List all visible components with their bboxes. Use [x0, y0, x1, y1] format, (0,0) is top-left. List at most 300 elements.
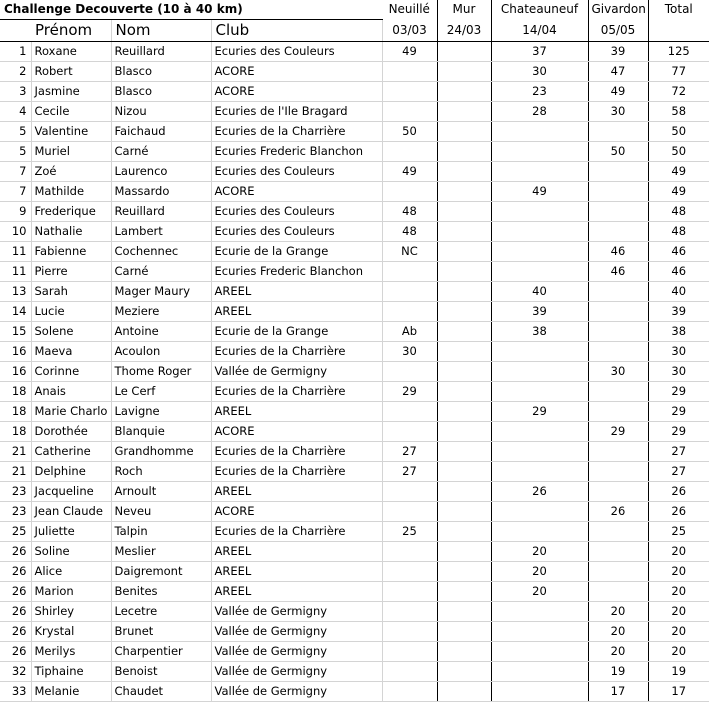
nom-cell[interactable]: Acoulon [111, 342, 211, 362]
club-cell[interactable]: AREEL [211, 542, 382, 562]
prenom-cell[interactable]: Solene [31, 322, 111, 342]
total-cell[interactable]: 26 [648, 482, 709, 502]
prenom-cell[interactable]: Soline [31, 542, 111, 562]
score-cell-mur[interactable] [437, 282, 491, 302]
score-cell-givardon[interactable]: 39 [588, 42, 648, 62]
score-cell-neuille[interactable] [382, 622, 437, 642]
rank-cell[interactable]: 13 [0, 282, 31, 302]
score-cell-neuille[interactable] [382, 602, 437, 622]
score-cell-mur[interactable] [437, 182, 491, 202]
total-cell[interactable]: 40 [648, 282, 709, 302]
score-cell-chateauneuf[interactable] [491, 222, 588, 242]
club-cell[interactable]: ACORE [211, 62, 382, 82]
nom-cell[interactable]: Benoist [111, 662, 211, 682]
club-cell[interactable]: ACORE [211, 82, 382, 102]
prenom-cell[interactable]: Zoé [31, 162, 111, 182]
score-cell-givardon[interactable]: 20 [588, 642, 648, 662]
rank-cell[interactable]: 26 [0, 582, 31, 602]
score-cell-neuille[interactable]: 27 [382, 462, 437, 482]
score-cell-chateauneuf[interactable] [491, 622, 588, 642]
score-cell-chateauneuf[interactable] [491, 602, 588, 622]
prenom-cell[interactable]: Anais [31, 382, 111, 402]
prenom-cell[interactable]: Nathalie [31, 222, 111, 242]
score-cell-mur[interactable] [437, 242, 491, 262]
nom-cell[interactable]: Antoine [111, 322, 211, 342]
prenom-cell[interactable]: Roxane [31, 42, 111, 62]
score-cell-neuille[interactable] [382, 102, 437, 122]
score-cell-givardon[interactable] [588, 482, 648, 502]
club-cell[interactable]: Ecuries des Couleurs [211, 162, 382, 182]
score-cell-givardon[interactable]: 20 [588, 602, 648, 622]
score-cell-neuille[interactable]: 29 [382, 382, 437, 402]
nom-cell[interactable]: Faichaud [111, 122, 211, 142]
prenom-cell[interactable]: Jean Claude [31, 502, 111, 522]
club-cell[interactable]: Ecuries des Couleurs [211, 202, 382, 222]
nom-cell[interactable]: Meziere [111, 302, 211, 322]
total-cell[interactable]: 50 [648, 142, 709, 162]
rank-header [0, 20, 31, 42]
club-cell[interactable]: AREEL [211, 402, 382, 422]
score-cell-chateauneuf[interactable] [491, 342, 588, 362]
score-cell-mur[interactable] [437, 582, 491, 602]
rank-cell[interactable]: 15 [0, 322, 31, 342]
club-cell[interactable]: Ecuries de l'Ile Bragard [211, 102, 382, 122]
total-cell[interactable]: 58 [648, 102, 709, 122]
club-cell[interactable]: Ecuries de la Charrière [211, 342, 382, 362]
club-cell[interactable]: Ecuries des Couleurs [211, 42, 382, 62]
club-cell[interactable]: Ecuries des Couleurs [211, 222, 382, 242]
prenom-cell[interactable]: Muriel [31, 142, 111, 162]
score-cell-neuille[interactable]: 49 [382, 162, 437, 182]
score-cell-mur[interactable] [437, 462, 491, 482]
club-cell[interactable]: Ecuries de la Charrière [211, 462, 382, 482]
score-cell-givardon[interactable]: 17 [588, 682, 648, 702]
score-cell-chateauneuf[interactable]: 39 [491, 302, 588, 322]
prenom-cell[interactable]: Shirley [31, 602, 111, 622]
prenom-cell[interactable]: Jacqueline [31, 482, 111, 502]
club-cell[interactable]: Vallée de Germigny [211, 662, 382, 682]
nom-cell[interactable]: Carné [111, 142, 211, 162]
score-cell-chateauneuf[interactable] [491, 122, 588, 142]
score-cell-chateauneuf[interactable]: 23 [491, 82, 588, 102]
club-cell[interactable]: AREEL [211, 302, 382, 322]
rank-cell[interactable]: 3 [0, 82, 31, 102]
score-cell-givardon[interactable] [588, 342, 648, 362]
score-cell-givardon[interactable]: 30 [588, 102, 648, 122]
score-cell-givardon[interactable] [588, 182, 648, 202]
total-cell[interactable]: 29 [648, 382, 709, 402]
score-cell-mur[interactable] [437, 682, 491, 702]
score-cell-mur[interactable] [437, 622, 491, 642]
total-cell[interactable]: 30 [648, 362, 709, 382]
nom-cell[interactable]: Grandhomme [111, 442, 211, 462]
total-cell[interactable]: 72 [648, 82, 709, 102]
score-cell-givardon[interactable] [588, 382, 648, 402]
prenom-cell[interactable]: Cecile [31, 102, 111, 122]
prenom-cell[interactable]: Juliette [31, 522, 111, 542]
nom-cell[interactable]: Lecetre [111, 602, 211, 622]
score-cell-givardon[interactable]: 19 [588, 662, 648, 682]
prenom-cell[interactable]: Sarah [31, 282, 111, 302]
score-cell-neuille[interactable] [382, 82, 437, 102]
nom-cell[interactable]: Mager Maury [111, 282, 211, 302]
total-cell[interactable]: 19 [648, 662, 709, 682]
score-cell-chateauneuf[interactable] [491, 682, 588, 702]
score-cell-neuille[interactable] [382, 302, 437, 322]
prenom-cell[interactable]: Mathilde [31, 182, 111, 202]
rank-cell[interactable]: 18 [0, 382, 31, 402]
score-cell-neuille[interactable]: 50 [382, 122, 437, 142]
score-cell-givardon[interactable] [588, 122, 648, 142]
score-cell-neuille[interactable] [382, 482, 437, 502]
score-cell-mur[interactable] [437, 562, 491, 582]
score-cell-givardon[interactable] [588, 442, 648, 462]
nom-cell[interactable]: Thome Roger [111, 362, 211, 382]
score-cell-neuille[interactable] [382, 642, 437, 662]
score-cell-givardon[interactable]: 46 [588, 242, 648, 262]
prenom-cell[interactable]: Tiphaine [31, 662, 111, 682]
club-cell[interactable]: Ecurie de la Grange [211, 322, 382, 342]
total-cell[interactable]: 46 [648, 242, 709, 262]
prenom-cell[interactable]: Frederique [31, 202, 111, 222]
score-cell-chateauneuf[interactable]: 40 [491, 282, 588, 302]
club-cell[interactable]: Vallée de Germigny [211, 682, 382, 702]
total-cell[interactable]: 29 [648, 422, 709, 442]
club-cell[interactable]: AREEL [211, 562, 382, 582]
prenom-cell[interactable]: Lucie [31, 302, 111, 322]
score-cell-neuille[interactable]: 30 [382, 342, 437, 362]
score-cell-chateauneuf[interactable] [491, 642, 588, 662]
rank-cell[interactable]: 1 [0, 42, 31, 62]
score-cell-neuille[interactable]: 27 [382, 442, 437, 462]
score-cell-neuille[interactable] [382, 402, 437, 422]
rank-cell[interactable]: 11 [0, 262, 31, 282]
nom-cell[interactable]: Blanquie [111, 422, 211, 442]
total-cell[interactable]: 27 [648, 462, 709, 482]
prenom-cell[interactable]: Delphine [31, 462, 111, 482]
rank-cell[interactable]: 26 [0, 622, 31, 642]
total-cell[interactable]: 48 [648, 222, 709, 242]
score-cell-mur[interactable] [437, 542, 491, 562]
nom-cell[interactable]: Laurenco [111, 162, 211, 182]
club-cell[interactable]: Vallée de Germigny [211, 362, 382, 382]
rank-cell[interactable]: 26 [0, 602, 31, 622]
club-cell[interactable]: Ecuries Frederic Blanchon [211, 142, 382, 162]
score-cell-mur[interactable] [437, 502, 491, 522]
nom-cell[interactable]: Lambert [111, 222, 211, 242]
prenom-cell[interactable]: Corinne [31, 362, 111, 382]
score-cell-chateauneuf[interactable] [491, 142, 588, 162]
prenom-cell[interactable]: Fabienne [31, 242, 111, 262]
rank-cell[interactable]: 32 [0, 662, 31, 682]
nom-cell[interactable]: Reuillard [111, 42, 211, 62]
rank-cell[interactable]: 16 [0, 342, 31, 362]
rank-cell[interactable]: 21 [0, 442, 31, 462]
total-cell[interactable]: 26 [648, 502, 709, 522]
score-cell-neuille[interactable]: 48 [382, 222, 437, 242]
score-cell-givardon[interactable] [588, 562, 648, 582]
rank-cell[interactable]: 5 [0, 142, 31, 162]
score-cell-neuille[interactable] [382, 282, 437, 302]
prenom-cell[interactable]: Alice [31, 562, 111, 582]
score-cell-neuille[interactable] [382, 542, 437, 562]
score-cell-chateauneuf[interactable] [491, 362, 588, 382]
total-cell[interactable]: 20 [648, 582, 709, 602]
score-cell-givardon[interactable] [588, 162, 648, 182]
score-cell-givardon[interactable] [588, 522, 648, 542]
score-cell-mur[interactable] [437, 122, 491, 142]
score-cell-neuille[interactable] [382, 662, 437, 682]
score-cell-neuille[interactable] [382, 502, 437, 522]
prenom-cell[interactable]: Pierre [31, 262, 111, 282]
rank-cell[interactable]: 25 [0, 522, 31, 542]
score-cell-neuille[interactable]: 48 [382, 202, 437, 222]
nom-cell[interactable]: Arnoult [111, 482, 211, 502]
score-cell-chateauneuf[interactable]: 30 [491, 62, 588, 82]
score-cell-neuille[interactable] [382, 262, 437, 282]
score-cell-chateauneuf[interactable] [491, 502, 588, 522]
score-cell-chateauneuf[interactable]: 29 [491, 402, 588, 422]
club-cell[interactable]: Ecurie de la Grange [211, 242, 382, 262]
prenom-cell[interactable]: Melanie [31, 682, 111, 702]
rank-cell[interactable]: 16 [0, 362, 31, 382]
score-cell-givardon[interactable] [588, 462, 648, 482]
rank-cell[interactable]: 18 [0, 402, 31, 422]
total-cell[interactable]: 49 [648, 182, 709, 202]
club-cell[interactable]: ACORE [211, 182, 382, 202]
score-cell-mur[interactable] [437, 342, 491, 362]
score-cell-chateauneuf[interactable] [491, 202, 588, 222]
score-cell-chateauneuf[interactable] [491, 522, 588, 542]
prenom-cell[interactable]: Merilys [31, 642, 111, 662]
nom-cell[interactable]: Blasco [111, 62, 211, 82]
total-cell[interactable]: 20 [648, 642, 709, 662]
score-cell-givardon[interactable]: 30 [588, 362, 648, 382]
nom-cell[interactable]: Le Cerf [111, 382, 211, 402]
score-cell-chateauneuf[interactable]: 26 [491, 482, 588, 502]
prenom-cell[interactable]: Jasmine [31, 82, 111, 102]
nom-cell[interactable]: Daigremont [111, 562, 211, 582]
total-cell[interactable]: 30 [648, 342, 709, 362]
club-cell[interactable]: AREEL [211, 482, 382, 502]
score-cell-mur[interactable] [437, 222, 491, 242]
club-cell[interactable]: Ecuries de la Charrière [211, 122, 382, 142]
nom-cell[interactable]: Benites [111, 582, 211, 602]
total-cell[interactable]: 27 [648, 442, 709, 462]
prenom-cell[interactable]: Robert [31, 62, 111, 82]
score-cell-neuille[interactable] [382, 362, 437, 382]
rank-cell[interactable]: 23 [0, 482, 31, 502]
score-cell-chateauneuf[interactable] [491, 462, 588, 482]
score-cell-mur[interactable] [437, 262, 491, 282]
total-cell[interactable]: 17 [648, 682, 709, 702]
score-cell-mur[interactable] [437, 642, 491, 662]
club-cell[interactable]: Vallée de Germigny [211, 622, 382, 642]
score-cell-givardon[interactable]: 20 [588, 622, 648, 642]
total-cell[interactable]: 125 [648, 42, 709, 62]
club-cell[interactable]: Ecuries de la Charrière [211, 382, 382, 402]
score-cell-neuille[interactable]: NC [382, 242, 437, 262]
score-cell-chateauneuf[interactable] [491, 162, 588, 182]
nom-cell[interactable]: Chaudet [111, 682, 211, 702]
score-cell-neuille[interactable]: Ab [382, 322, 437, 342]
score-cell-chateauneuf[interactable]: 49 [491, 182, 588, 202]
score-cell-givardon[interactable]: 47 [588, 62, 648, 82]
score-cell-chateauneuf[interactable]: 28 [491, 102, 588, 122]
prenom-cell[interactable]: Maeva [31, 342, 111, 362]
score-cell-givardon[interactable] [588, 322, 648, 342]
club-cell[interactable]: Ecuries Frederic Blanchon [211, 262, 382, 282]
score-cell-givardon[interactable] [588, 282, 648, 302]
prenom-cell[interactable]: Catherine [31, 442, 111, 462]
rank-cell[interactable]: 26 [0, 642, 31, 662]
rank-cell[interactable]: 9 [0, 202, 31, 222]
score-cell-givardon[interactable] [588, 202, 648, 222]
score-cell-givardon[interactable]: 50 [588, 142, 648, 162]
score-cell-chateauneuf[interactable]: 20 [491, 582, 588, 602]
club-cell[interactable]: Ecuries de la Charrière [211, 522, 382, 542]
score-cell-neuille[interactable] [382, 62, 437, 82]
nom-cell[interactable]: Talpin [111, 522, 211, 542]
rank-cell[interactable]: 14 [0, 302, 31, 322]
score-cell-mur[interactable] [437, 162, 491, 182]
score-cell-chateauneuf[interactable] [491, 442, 588, 462]
table-row [0, 322, 709, 342]
club-cell[interactable]: AREEL [211, 282, 382, 302]
score-cell-neuille[interactable] [382, 142, 437, 162]
score-cell-mur[interactable] [437, 422, 491, 442]
table-row [0, 682, 709, 702]
score-cell-chateauneuf[interactable]: 37 [491, 42, 588, 62]
score-cell-givardon[interactable] [588, 302, 648, 322]
score-cell-givardon[interactable] [588, 222, 648, 242]
nom-cell[interactable]: Nizou [111, 102, 211, 122]
total-cell[interactable]: 48 [648, 202, 709, 222]
score-cell-chateauneuf[interactable]: 38 [491, 322, 588, 342]
club-cell[interactable]: Vallée de Germigny [211, 602, 382, 622]
total-cell[interactable]: 46 [648, 262, 709, 282]
total-cell[interactable]: 39 [648, 302, 709, 322]
club-cell[interactable]: Vallée de Germigny [211, 642, 382, 662]
club-cell[interactable]: AREEL [211, 582, 382, 602]
score-cell-neuille[interactable] [382, 682, 437, 702]
score-cell-givardon[interactable]: 46 [588, 262, 648, 282]
nom-cell[interactable]: Roch [111, 462, 211, 482]
score-cell-mur[interactable] [437, 362, 491, 382]
score-cell-mur[interactable] [437, 82, 491, 102]
score-cell-neuille[interactable]: 25 [382, 522, 437, 542]
score-cell-neuille[interactable]: 49 [382, 42, 437, 62]
score-cell-chateauneuf[interactable] [491, 242, 588, 262]
total-cell[interactable]: 20 [648, 602, 709, 622]
score-cell-neuille[interactable] [382, 422, 437, 442]
score-cell-mur[interactable] [437, 202, 491, 222]
club-cell[interactable]: ACORE [211, 422, 382, 442]
rank-cell[interactable]: 5 [0, 122, 31, 142]
rank-cell[interactable]: 7 [0, 182, 31, 202]
total-cell[interactable]: 38 [648, 322, 709, 342]
rank-cell[interactable]: 4 [0, 102, 31, 122]
score-cell-mur[interactable] [437, 42, 491, 62]
rank-cell[interactable]: 10 [0, 222, 31, 242]
nom-cell[interactable]: Massardo [111, 182, 211, 202]
score-cell-givardon[interactable]: 49 [588, 82, 648, 102]
score-cell-neuille[interactable] [382, 562, 437, 582]
nom-cell[interactable]: Carné [111, 262, 211, 282]
total-cell[interactable]: 77 [648, 62, 709, 82]
nom-cell[interactable]: Reuillard [111, 202, 211, 222]
score-cell-mur[interactable] [437, 662, 491, 682]
score-cell-mur[interactable] [437, 522, 491, 542]
score-cell-mur[interactable] [437, 602, 491, 622]
rank-cell[interactable]: 18 [0, 422, 31, 442]
score-cell-mur[interactable] [437, 142, 491, 162]
rank-cell[interactable]: 2 [0, 62, 31, 82]
nom-cell[interactable]: Brunet [111, 622, 211, 642]
score-cell-mur[interactable] [437, 382, 491, 402]
score-cell-givardon[interactable]: 29 [588, 422, 648, 442]
nom-cell[interactable]: Lavigne [111, 402, 211, 422]
score-cell-mur[interactable] [437, 102, 491, 122]
nom-cell[interactable]: Cochennec [111, 242, 211, 262]
score-cell-mur[interactable] [437, 402, 491, 422]
score-cell-chateauneuf[interactable] [491, 422, 588, 442]
score-cell-mur[interactable] [437, 482, 491, 502]
nom-cell[interactable]: Charpentier [111, 642, 211, 662]
rank-cell[interactable]: 7 [0, 162, 31, 182]
rank-cell[interactable]: 23 [0, 502, 31, 522]
total-cell[interactable]: 25 [648, 522, 709, 542]
score-cell-chateauneuf[interactable] [491, 382, 588, 402]
score-cell-givardon[interactable] [588, 402, 648, 422]
rank-cell[interactable]: 21 [0, 462, 31, 482]
score-cell-neuille[interactable] [382, 182, 437, 202]
total-cell[interactable]: 20 [648, 622, 709, 642]
prenom-cell[interactable]: Valentine [31, 122, 111, 142]
total-cell[interactable]: 50 [648, 122, 709, 142]
score-cell-mur[interactable] [437, 442, 491, 462]
score-cell-mur[interactable] [437, 62, 491, 82]
club-cell[interactable]: Ecuries de la Charrière [211, 442, 382, 462]
nom-cell[interactable]: Neveu [111, 502, 211, 522]
score-cell-chateauneuf[interactable] [491, 262, 588, 282]
score-cell-givardon[interactable] [588, 542, 648, 562]
score-cell-givardon[interactable] [588, 582, 648, 602]
score-cell-givardon[interactable]: 26 [588, 502, 648, 522]
score-cell-mur[interactable] [437, 322, 491, 342]
score-cell-neuille[interactable] [382, 582, 437, 602]
rank-cell[interactable]: 26 [0, 542, 31, 562]
rank-cell[interactable]: 11 [0, 242, 31, 262]
club-cell[interactable]: ACORE [211, 502, 382, 522]
prenom-cell[interactable]: Krystal [31, 622, 111, 642]
nom-cell[interactable]: Meslier [111, 542, 211, 562]
rank-cell[interactable]: 33 [0, 682, 31, 702]
score-cell-chateauneuf[interactable]: 20 [491, 562, 588, 582]
score-cell-chateauneuf[interactable] [491, 662, 588, 682]
score-cell-mur[interactable] [437, 302, 491, 322]
nom-cell[interactable]: Blasco [111, 82, 211, 102]
total-cell[interactable]: 20 [648, 542, 709, 562]
score-cell-chateauneuf[interactable]: 20 [491, 542, 588, 562]
prenom-cell[interactable]: Marion [31, 582, 111, 602]
rank-cell[interactable]: 26 [0, 562, 31, 582]
total-cell[interactable]: 20 [648, 562, 709, 582]
prenom-cell[interactable]: Marie Charlo [31, 402, 111, 422]
total-cell[interactable]: 29 [648, 402, 709, 422]
total-cell[interactable]: 49 [648, 162, 709, 182]
prenom-cell[interactable]: Dorothée [31, 422, 111, 442]
